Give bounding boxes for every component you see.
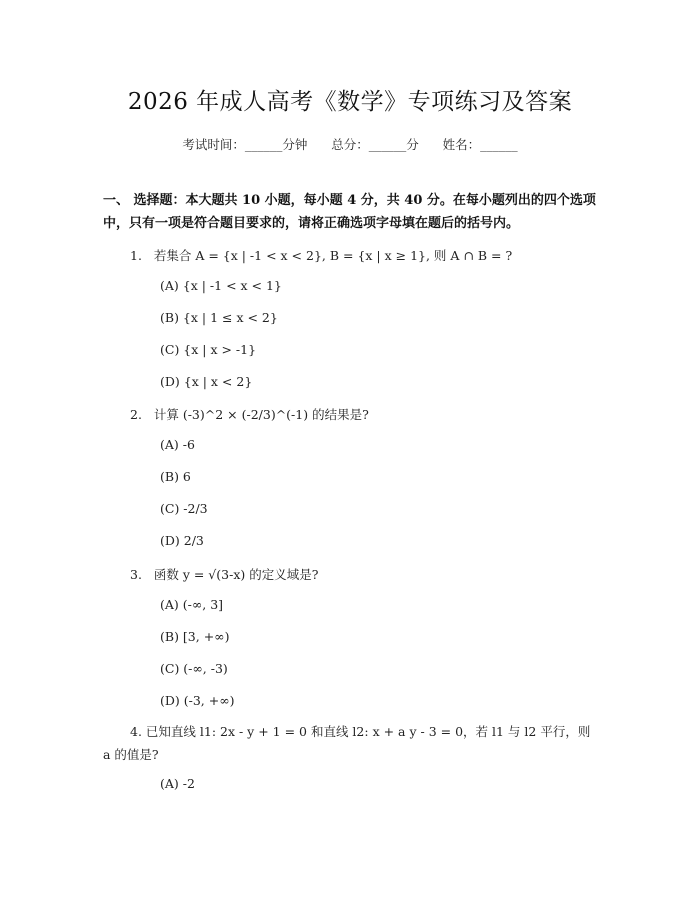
question-2-stem: 2. 计算 (-3)^2 × (-2/3)^(-1) 的结果是? bbox=[130, 407, 369, 422]
question-2-option-b: (B) 6 bbox=[160, 469, 191, 484]
question-1-option-d: (D) {x | x < 2} bbox=[160, 374, 253, 389]
question-3-option-b: (B) [3, +∞) bbox=[160, 629, 230, 644]
question-1-option-a: (A) {x | -1 < x < 1} bbox=[160, 278, 282, 293]
question-1-option-c: (C) {x | x > -1} bbox=[160, 342, 257, 357]
question-4-option-a: (A) -2 bbox=[160, 776, 195, 791]
question-3-option-a: (A) (-∞, 3] bbox=[160, 597, 224, 612]
question-1-option-b: (B) {x | 1 ≤ x < 2} bbox=[160, 310, 278, 325]
question-3-stem: 3. 函数 y = √(3-x) 的定义域是? bbox=[130, 567, 319, 582]
question-2-option-c: (C) -2/3 bbox=[160, 501, 208, 516]
exam-info-line: 考试时间：______分钟 总分：______分 姓名：______ bbox=[182, 137, 518, 152]
question-3-option-d: (D) (-3, +∞) bbox=[160, 693, 235, 708]
question-3-option-c: (C) (-∞, -3) bbox=[160, 661, 228, 676]
question-2-option-d: (D) 2/3 bbox=[160, 533, 204, 548]
section-heading: 一、 选择题：本大题共 10 小题，每小题 4 分，共 40 分。在每小题列出的四个选项中，只有一项是符合题目要求的，请将正确选项字母填在题后的括号内。 bbox=[103, 193, 596, 231]
question-2-option-a: (A) -6 bbox=[160, 437, 195, 452]
question-4-stem: 4. 已知直线 l1: 2x - y + 1 = 0 和直线 l2: x + a y - 3 = 0，若 l1 与 l2 平行，则 a 的值是? bbox=[103, 724, 591, 762]
question-1-stem: 1. 若集合 A = {x | -1 < x < 2}, B = {x | x ≥ 1}, 则 A ∩ B = ? bbox=[130, 248, 513, 263]
page-title: 2026 年成人高考《数学》专项练习及答案 bbox=[127, 89, 573, 115]
